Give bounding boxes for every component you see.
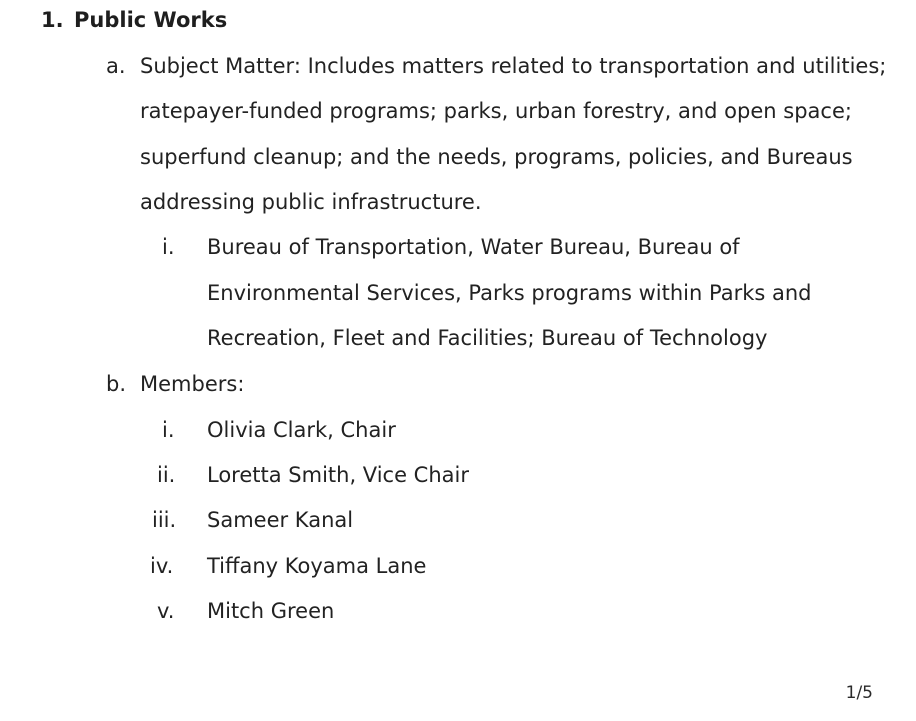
member-name: Sameer Kanal [207, 508, 354, 532]
member-marker: iv. [150, 554, 174, 578]
section-number: 1. [41, 8, 64, 32]
member-name: Olivia Clark, Chair [207, 418, 396, 442]
member-marker: i. [162, 418, 175, 442]
bureaus-line-1: Bureau of Transportation, Water Bureau, Bureau of [207, 235, 740, 259]
list-marker-b: b. [106, 372, 127, 396]
bureaus-line-3: Recreation, Fleet and Facilities; Bureau of Technology [207, 326, 768, 350]
member-marker: v. [157, 599, 175, 623]
subject-matter-line-2: ratepayer-funded programs; parks, urban forestry, and open space; [140, 99, 852, 123]
member-name: Loretta Smith, Vice Chair [207, 463, 469, 487]
member-name: Tiffany Koyama Lane [207, 554, 427, 578]
member-name: Mitch Green [207, 599, 335, 623]
list-marker-a: a. [106, 54, 126, 78]
bureaus-line-2: Environmental Services, Parks programs within Parks and [207, 281, 812, 305]
members-label: Members: [140, 372, 245, 396]
section-heading [41, 6, 227, 34]
page-number: 1/5 [845, 683, 873, 703]
list-marker-roman-i: i. [162, 235, 175, 259]
subject-matter-line-1: Subject Matter: Includes matters related to transportation and utilities; [140, 54, 887, 78]
section-title: Public Works [74, 8, 228, 32]
subject-matter-line-3: superfund cleanup; and the needs, programs, policies, and Bureaus [140, 145, 853, 169]
member-marker: iii. [152, 508, 177, 532]
member-marker: ii. [157, 463, 176, 487]
subject-matter-line-4: addressing public infrastructure. [140, 190, 482, 214]
